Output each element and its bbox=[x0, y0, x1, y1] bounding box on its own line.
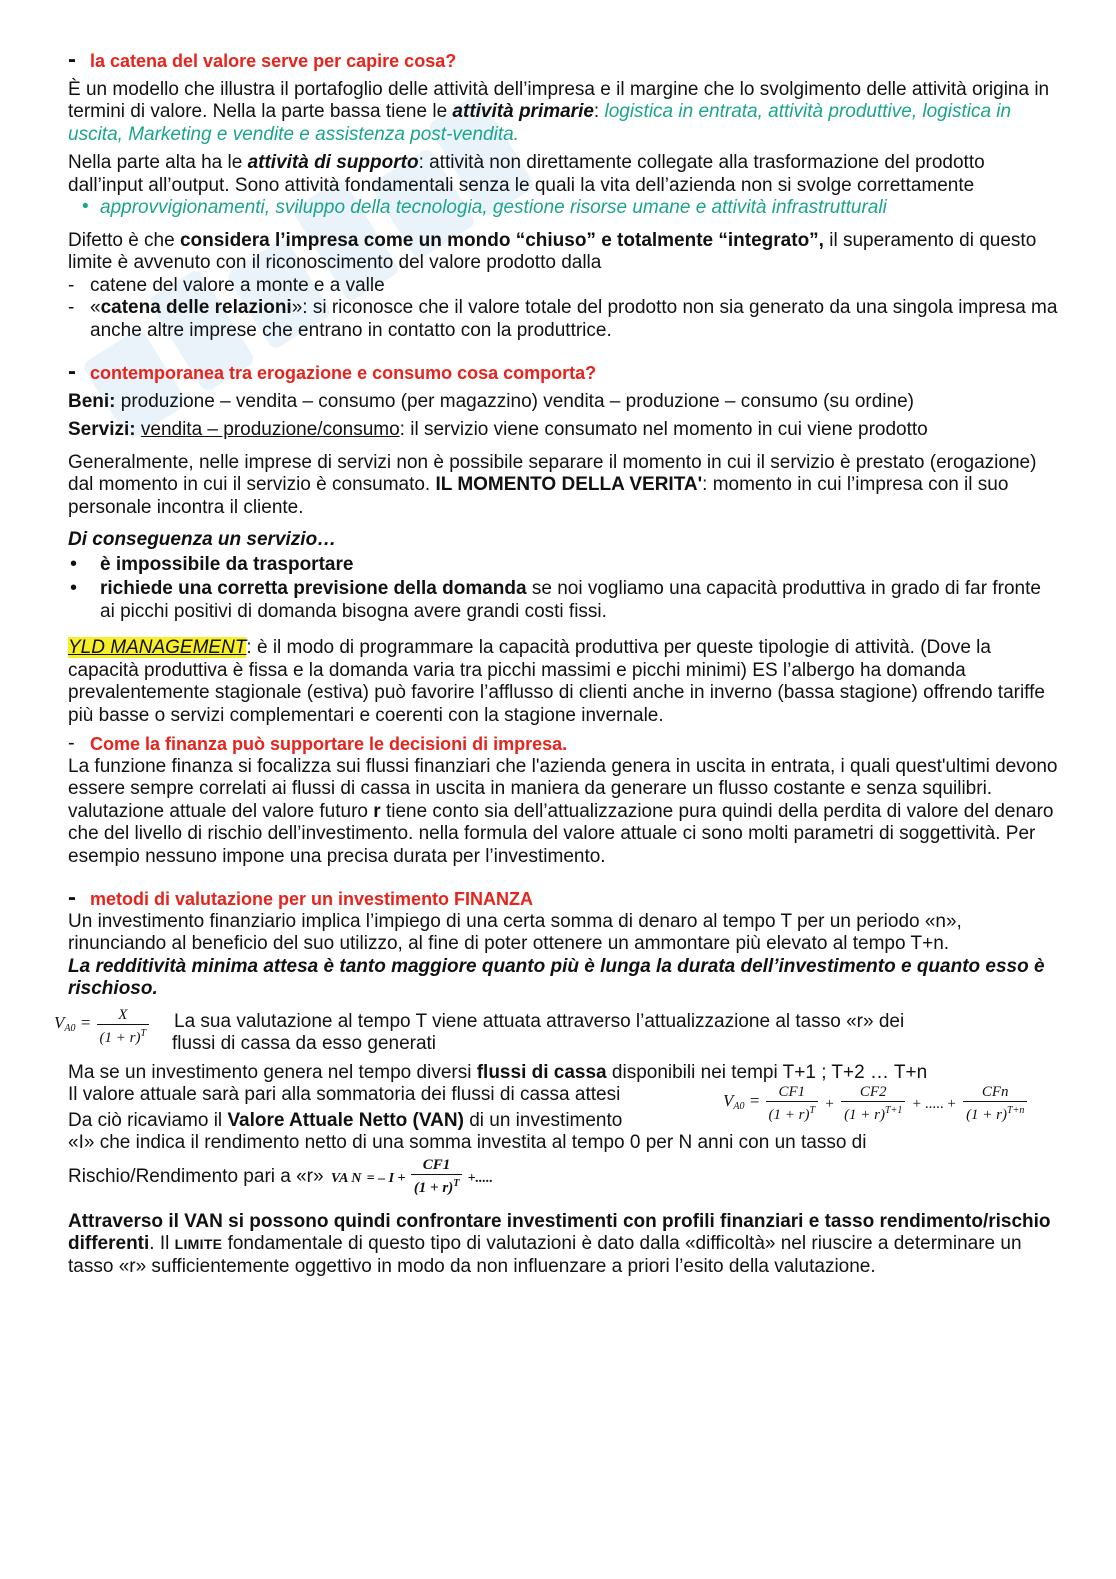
document-page bbox=[54, 46, 1058, 1278]
paragraph: È un modello che illustra il portafoglio delle attività dell’impresa e il margine che lo svolgimento delle attività origina in termini di valore. Nella la parte bassa tiene le attività primarie: logistica in entrata, attività produttive, logistica in uscita, Marketing e vendite e assistenza post-vendita. bbox=[68, 78, 1050, 145]
paragraph: YLD MANAGEMENT: è il modo di programmare la capacità produttiva per queste tipologie di attività. (Dove la capacità produttiva è fissa e la domanda varia tra picchi massimi e picchi minimi) ES l’albergo ha domanda prevalentemente stagionale (estiva) può favorire l’afflusso di clienti anche in inverno (bassa stagione) offrendo tariffe più basse o servizi complementari e coerenti con la stagione invernale. bbox=[68, 637, 1045, 726]
formula-van: VA N = – I + $\frac{CF1}{(1 + r)^T}$ +..... bbox=[330, 1156, 494, 1196]
paragraph: Nella parte alta ha le attività di supporto: attività non direttamente collegate alla trasformazione del prodotto dall’input all’output. Sono attività fondamentali senza le quali la vita dell’azienda non si svolge correttamente bbox=[68, 152, 985, 196]
paragraph: La funzione finanza si focalizza sui flussi finanziari che l'azienda genera in uscita in entrata, i quali quest'ultimi devono essere sempre correlati ai flussi di cassa in uscita in maniera da generare un flusso costante e senza squilibri. valutazione attuale del valore futuro r tiene conto sia dell’attualizzazione pura quindi della perdita di valore del denaro che del livello di rischio dell’investimento. nella formula del valore attuale ci sono molti parametri di soggettività. Per esempio nessuno impone una precisa durata per l’investimento. bbox=[68, 755, 1058, 867]
formula-present-value: $V_{A0}$ = $\frac{X}{(1 + r)^T}$ bbox=[54, 1007, 149, 1047]
formula-block-sum bbox=[68, 1084, 1058, 1132]
paragraph: Un investimento finanziario implica l’impiego di una certa somma di denaro al tempo T per un periodo «n», rinunciando al beneficio del suo utilizzo, al fine di poter ottenere un ammontare più elevato al tempo T+n. bbox=[68, 910, 962, 954]
paragraph: Beni: produzione – vendita – consumo (per magazzino) vendita – produzione – consumo (su ordine) bbox=[68, 390, 914, 412]
paragraph: Generalmente, nelle imprese di servizi non è possibile separare il momento in cui il servizio è prestato (erogazione) dal momento in cui il servizio è consumato. IL MOMENTO DELLA VERITA': momento in cui l’impresa con il suo personale incontra il cliente. bbox=[68, 451, 1037, 518]
paragraph: La sua valutazione al tempo T viene attuata attraverso l’attualizzazione al tasso «r» dei bbox=[174, 1010, 905, 1032]
formula-sum-cash-flows: $V_{A0}$ = $\frac{CF1}{(1 + r)^T}$ + $\frac{CF2}{(1 + r)^{T+1}}$ + ..... + $\frac{\text{CFn}}{(1 + r)^{T+n}}$ bbox=[723, 1084, 1027, 1124]
list-item: - catene del valore a monte e a valle bbox=[68, 274, 385, 296]
list-item: • è impossibile da trasportare bbox=[70, 552, 354, 575]
list-item: • approvvigionamenti, sviluppo della tecnologia, gestione risorse umane e attività infrastrutturali bbox=[82, 196, 887, 218]
paragraph: «I» che indica il rendimento netto di una somma investita al tempo 0 per N anni con un tasso di bbox=[68, 1132, 867, 1153]
paragraph: Rischio/Rendimento pari a «r» VA N = – I + $\frac{CF1}{(1 + r)^T}$ +..... bbox=[68, 1156, 494, 1196]
paragraph: Attraverso il VAN si possono quindi confrontare investimenti con profili finanziari e tasso rendimento/rischio differenti. Il LIMITE fondamentale di questo tipo di valutazioni è dato dalla «difficoltà» nel riuscire a determinare un tasso «r» sufficientemente oggettivo in modo da non influenzare a priori l’esito della valutazione. bbox=[68, 1210, 1051, 1277]
highlight: YLD MANAGEMENT bbox=[68, 637, 247, 658]
section-heading-metodi-valutazione: - metodi di valutazione per un investimento FINANZA bbox=[68, 884, 534, 911]
list-item: • richiede una corretta previsione della domanda se noi vogliamo una capacità produttiva in grado di far fronte ai picchi positivi di domanda bisogna avere grandi costi fissi. bbox=[70, 577, 1041, 622]
paragraph: La redditività minima attesa è tanto maggiore quanto più è lunga la durata dell’investimento e quanto esso è rischioso. bbox=[68, 955, 1045, 999]
formula-block-va bbox=[54, 1006, 1058, 1056]
paragraph: Da ciò ricaviamo il Valore Attuale Netto (VAN) di un investimento bbox=[68, 1109, 623, 1131]
section-heading-catena-valore: - la catena del valore serve per capire cosa? bbox=[68, 46, 457, 73]
paragraph: Servizi: vendita – produzione/consumo: il servizio viene consumato nel momento in cui viene prodotto bbox=[68, 419, 928, 440]
paragraph: Il valore attuale sarà pari alla sommatoria dei flussi di cassa attesi bbox=[68, 1084, 621, 1105]
paragraph: Ma se un investimento genera nel tempo diversi flussi di cassa disponibili nei tempi T+1 ; T+2 … T+n bbox=[68, 1061, 928, 1083]
paragraph: flussi di cassa da esso generati bbox=[172, 1033, 437, 1054]
section-heading-erogazione-consumo: - contemporanea tra erogazione e consumo cosa comporta? bbox=[68, 358, 597, 385]
section-heading-finanza: - Come la finanza può supportare le decisioni di impresa. bbox=[68, 732, 568, 754]
list-item: - «catena delle relazioni»: si riconosce che il valore totale del prodotto non sia generato da una singola impresa ma anche altre imprese che entrano in contatto con la produttrice. bbox=[68, 297, 1058, 341]
paragraph-heading: Di conseguenza un servizio… bbox=[68, 529, 337, 550]
paragraph: Difetto è che considera l’impresa come un mondo “chiuso” e totalmente “integrato”, il superamento di questo limite è avvenuto con il riconoscimento del valore prodotto dalla bbox=[68, 229, 1037, 273]
